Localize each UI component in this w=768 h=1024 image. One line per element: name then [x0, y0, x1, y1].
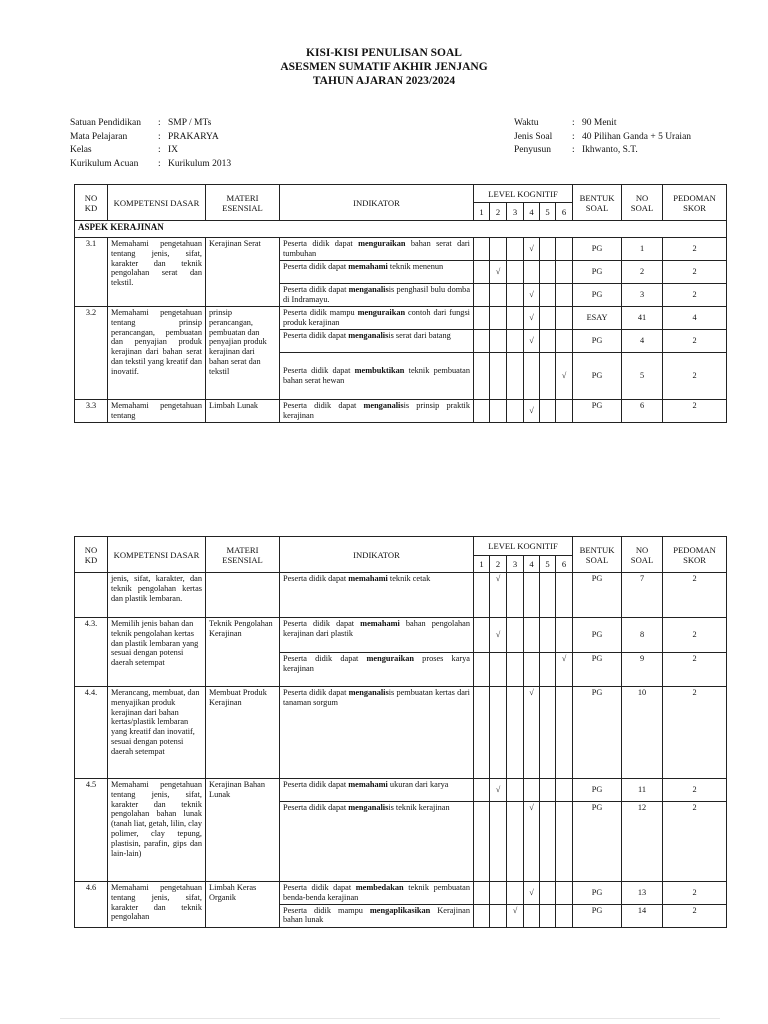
header-no-soal: NO SOAL — [622, 537, 663, 573]
bentuk-soal: PG — [573, 653, 622, 687]
table-row — [75, 618, 727, 653]
kd-number: 4.6 — [75, 882, 108, 928]
kd-number: 4.4. — [75, 687, 108, 779]
indikator-text: Peserta didik dapat membedakan teknik pembuatan benda-benda kerajinan — [280, 882, 474, 905]
pedoman-skor: 2 — [663, 618, 727, 653]
bentuk-soal: PG — [573, 238, 622, 261]
no-soal: 13 — [622, 882, 663, 905]
bentuk-soal: ESAY — [573, 307, 622, 330]
meta-label: Satuan Pendidikan — [70, 118, 141, 128]
kisi-kisi-table-2 — [74, 536, 727, 928]
pedoman-skor: 2 — [663, 687, 727, 779]
materi-text: Limbah Lunak — [206, 400, 280, 423]
indikator-text: Peserta didik dapat memahami bahan pengolahan kerajinan dari plastik — [280, 618, 474, 653]
kompetensi-text: Memahami pengetahuan tentang — [108, 400, 206, 423]
indikator-text: Peserta didik dapat menganalisis pembuatan kertas dari tanaman sorgum — [280, 687, 474, 779]
pedoman-skor: 2 — [663, 779, 727, 802]
materi-text: prinsip perancangan, pembuatan dan penyajian produk kerajinan dari bahan serat dan tekstil — [206, 307, 280, 400]
no-soal: 10 — [622, 687, 663, 779]
bentuk-soal: PG — [573, 261, 622, 284]
bentuk-soal: PG — [573, 882, 622, 905]
bentuk-soal: PG — [573, 353, 622, 400]
no-soal: 8 — [622, 618, 663, 653]
materi-text: Kerajinan Serat — [206, 238, 280, 307]
level-1: 1 — [474, 203, 490, 221]
check-mark: √ — [524, 400, 540, 423]
bentuk-soal: PG — [573, 330, 622, 353]
kompetensi-text: Memahami pengetahuan tentang jenis, sifat, karakter dan teknik pengolahan — [108, 882, 206, 928]
kd-number: 4.5 — [75, 779, 108, 882]
no-soal: 14 — [622, 904, 663, 927]
bentuk-soal: PG — [573, 400, 622, 423]
indikator-text: Peserta didik dapat menganalisis serat dari batang — [280, 330, 474, 353]
indikator-text: Peserta didik dapat menguraikan bahan serat dari tumbuhan — [280, 238, 474, 261]
doc-title-line-2: ASESMEN SUMATIF AKHIR JENJANG — [280, 61, 488, 73]
indikator-text: Peserta didik dapat memahami teknik menenun — [280, 261, 474, 284]
level-6: 6 — [556, 556, 573, 573]
bentuk-soal: PG — [573, 618, 622, 653]
check-mark: √ — [556, 353, 573, 400]
pedoman-skor: 4 — [663, 307, 727, 330]
level-3: 3 — [507, 203, 524, 221]
table-row — [75, 307, 727, 330]
pedoman-skor: 2 — [663, 653, 727, 687]
level-2: 2 — [490, 556, 507, 573]
no-soal: 12 — [622, 802, 663, 882]
no-soal: 7 — [622, 573, 663, 618]
header-no-kd: NO KD — [75, 185, 108, 221]
pedoman-skor: 2 — [663, 882, 727, 905]
kd-number: 3.1 — [75, 238, 108, 307]
table-row — [75, 573, 727, 618]
meta-label: Mata Pelajaran — [70, 131, 128, 142]
header-kompetensi: KOMPETENSI DASAR — [108, 185, 206, 221]
pedoman-skor: 2 — [663, 330, 727, 353]
header-indikator: INDIKATOR — [280, 185, 474, 221]
check-mark: √ — [490, 573, 507, 618]
header-materi: MATERI ESENSIAL — [206, 537, 280, 573]
meta-right: Waktu : 90 Menit Jenis Soal : 40 Pilihan Ganda + 5 Uraian Penyusun : Ikhwanto, S.T. — [514, 117, 691, 158]
level-4: 4 — [524, 203, 540, 221]
indikator-text: Peserta didik mampu mengaplikasikan Kerajinan bahan lunak — [280, 904, 474, 927]
check-mark: √ — [524, 284, 540, 307]
level-5: 5 — [540, 556, 556, 573]
indikator-text: Peserta didik mampu menguraikan contoh dari fungsi produk kerajinan — [280, 307, 474, 330]
meta-left: Satuan Pendidikan : SMP / MTs Mata Pelajaran : PRAKARYA Kelas : IX Kurikulum Acuan : Kurikulum 2013 — [70, 117, 231, 171]
check-mark: √ — [507, 904, 524, 927]
header-indikator: INDIKATOR — [280, 537, 474, 573]
check-mark: √ — [556, 653, 573, 687]
meta-value: Kurikulum 2013 — [168, 158, 232, 169]
bentuk-soal: PG — [573, 573, 622, 618]
level-5: 5 — [540, 203, 556, 221]
no-soal: 1 — [622, 238, 663, 261]
kd-number: 3.2 — [75, 307, 108, 400]
indikator-text: Peserta didik dapat membuktikan teknik pembuatan bahan serat hewan — [280, 353, 474, 400]
meta-label: Waktu — [514, 118, 539, 128]
indikator-text: Peserta didik dapat memahami ukuran dari karya — [280, 779, 474, 802]
level-2: 2 — [490, 203, 507, 221]
header-bentuk-soal: BENTUK SOAL — [573, 537, 622, 573]
kd-number: 4.3. — [75, 618, 108, 687]
header-pedoman-skor: PEDOMAN SKOR — [663, 537, 727, 573]
pedoman-skor: 2 — [663, 284, 727, 307]
kompetensi-text: Memilih jenis bahan dan teknik pengolahan kertas dan plastik lembaran yang sesuai dengan potensi daerah setempat — [108, 618, 206, 687]
header-materi: MATERI ESENSIAL — [206, 185, 280, 221]
indikator-text: Peserta didik dapat menganalisis teknik kerajinan — [280, 802, 474, 882]
pedoman-skor: 2 — [663, 904, 727, 927]
check-mark: √ — [490, 779, 507, 802]
pedoman-skor: 2 — [663, 400, 727, 423]
kompetensi-text: Memahami pengetahuan tentang jenis, sifat, karakter dan teknik pengolahan serat dan tekstil. — [108, 238, 206, 307]
pedoman-skor: 2 — [663, 261, 727, 284]
meta-value: 90 Menit — [582, 118, 617, 128]
level-4: 4 — [524, 556, 540, 573]
header-kompetensi: KOMPETENSI DASAR — [108, 537, 206, 573]
kompetensi-text: Merancang, membuat, dan menyajikan produk kerajinan dari bahan kertas/plastik lembaran yang kreatif dan inovatif, sesuai dengan potensi daerah setempat — [108, 687, 206, 779]
level-1: 1 — [474, 556, 490, 573]
pedoman-skor: 2 — [663, 353, 727, 400]
bentuk-soal: PG — [573, 284, 622, 307]
meta-label: Kurikulum Acuan — [70, 158, 139, 169]
meta-label: Kelas — [70, 145, 92, 155]
check-mark: √ — [524, 882, 540, 905]
level-3: 3 — [507, 556, 524, 573]
no-soal: 3 — [622, 284, 663, 307]
check-mark: √ — [524, 687, 540, 779]
bentuk-soal: PG — [573, 802, 622, 882]
kd-number — [75, 573, 108, 618]
indikator-text: Peserta didik dapat menganalisis penghasil bulu domba di Indramayu. — [280, 284, 474, 307]
meta-value: Ikhwanto, S.T. — [582, 145, 638, 155]
table-row — [75, 687, 727, 779]
check-mark: √ — [524, 307, 540, 330]
header-level-kognitif: LEVEL KOGNITIF — [474, 185, 573, 203]
table-row — [75, 400, 727, 423]
no-soal: 6 — [622, 400, 663, 423]
meta-value: PRAKARYA — [168, 131, 219, 142]
indikator-text: Peserta didik dapat menganalisis prinsip praktik kerajinan — [280, 400, 474, 423]
check-mark: √ — [490, 618, 507, 653]
kd-number: 3.3 — [75, 400, 108, 423]
table-row — [75, 238, 727, 261]
pedoman-skor: 2 — [663, 802, 727, 882]
materi-text — [206, 573, 280, 618]
meta-label: Jenis Soal — [514, 131, 553, 142]
kompetensi-text: jenis, sifat, karakter, dan teknik pengolahan kertas dan plastik lembaran. — [108, 573, 206, 618]
meta-value: SMP / MTs — [168, 118, 212, 128]
pedoman-skor: 2 — [663, 573, 727, 618]
no-soal: 41 — [622, 307, 663, 330]
no-soal: 11 — [622, 779, 663, 802]
meta-label: Penyusun — [514, 145, 551, 155]
header-no-soal: NO SOAL — [622, 185, 663, 221]
check-mark: √ — [524, 802, 540, 882]
no-soal: 2 — [622, 261, 663, 284]
table-row — [75, 779, 727, 802]
header-no-kd: NO KD — [75, 537, 108, 573]
bentuk-soal: PG — [573, 904, 622, 927]
materi-text: Teknik Pengolahan Kerajinan — [206, 618, 280, 687]
header-bentuk-soal: BENTUK SOAL — [573, 185, 622, 221]
table-row — [75, 882, 727, 905]
header-level-kognitif: LEVEL KOGNITIF — [474, 537, 573, 556]
doc-title-line-3: TAHUN AJARAN 2023/2024 — [312, 75, 456, 87]
check-mark: √ — [490, 261, 507, 284]
page-edge-divider — [60, 1018, 720, 1019]
kisi-kisi-table-1 — [74, 184, 727, 423]
materi-text: Limbah Keras Organik — [206, 882, 280, 928]
meta-value: IX — [168, 145, 179, 155]
level-6: 6 — [556, 203, 573, 221]
no-soal: 5 — [622, 353, 663, 400]
doc-title-line-1: KISI-KISI PENULISAN SOAL — [306, 47, 462, 59]
meta-value: 40 Pilihan Ganda + 5 Uraian — [582, 131, 692, 142]
indikator-text: Peserta didik dapat memahami teknik cetak — [280, 573, 474, 618]
header-pedoman-skor: PEDOMAN SKOR — [663, 185, 727, 221]
check-mark: √ — [524, 330, 540, 353]
section-aspek-kerajinan: ASPEK KERAJINAN — [75, 221, 727, 238]
check-mark: √ — [524, 238, 540, 261]
bentuk-soal: PG — [573, 779, 622, 802]
materi-text: Membuat Produk Kerajinan — [206, 687, 280, 779]
no-soal: 4 — [622, 330, 663, 353]
kompetensi-text: Memahami pengetahuan tentang prinsip perancangan, pembuatan dan penyajian produk kerajinan dari bahan serat dan tekstil yang kreatif dan inovatif. — [108, 307, 206, 400]
indikator-text: Peserta didik dapat menguraikan proses karya kerajinan — [280, 653, 474, 687]
kompetensi-text: Memahami pengetahuan tentang jenis, sifat, karakter dan teknik pengolahan bahan lunak (tanah liat, getah, lilin, clay polimer, clay tepung, plastisin, parafin, gips dan lain-lain) — [108, 779, 206, 882]
no-soal: 9 — [622, 653, 663, 687]
pedoman-skor: 2 — [663, 238, 727, 261]
bentuk-soal: PG — [573, 687, 622, 779]
materi-text: Kerajinan Bahan Lunak — [206, 779, 280, 882]
